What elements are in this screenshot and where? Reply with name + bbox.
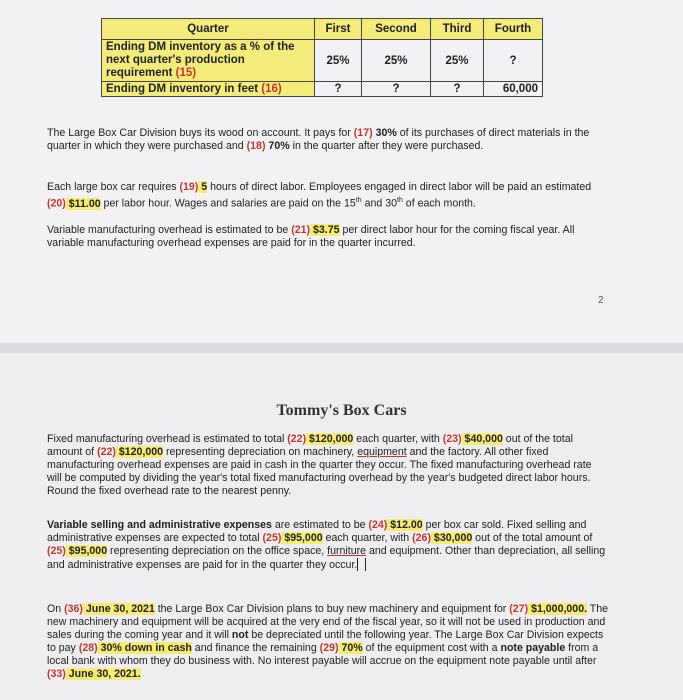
text-run: and equipment. Other than depreciation, all selling and administrative expenses are paid for in the quarter they occur. — [47, 545, 606, 571]
text-run: out of the total amount of — [472, 532, 593, 544]
text-run: furniture — [327, 545, 367, 557]
text-run: and finance the remaining — [191, 642, 320, 654]
table-header-first: First — [315, 19, 362, 40]
page-number: 2 — [598, 295, 604, 306]
text-run: 5 — [198, 181, 208, 193]
text-run: The new machinery and equipment will be acquired at the very end of the fiscal year, so it will not be used in production and sales during the coming year and it will — [47, 603, 609, 641]
ref-number: (16) — [261, 83, 282, 95]
text-run: Variable manufacturing overhead is estimated to be — [47, 224, 292, 236]
row-label — [102, 82, 315, 97]
text-run: of each month. — [402, 197, 476, 210]
text-run: and the factory. All other fixed manufacturing overhead expenses are paid in cash in the quarter they occur. The fixed manufacturing overhead rate will be computed by dividing the year's total fixed manufacturing overhead by the year's budgeted direct labor hours. Round the fixed overhead rate to the nearest penny. — [47, 446, 592, 497]
text-run: 30% down in cash — [97, 642, 192, 654]
text-run: (19) — [179, 181, 199, 193]
row-label — [102, 40, 315, 82]
text-run: (29) — [319, 642, 339, 654]
text-run: (20) — [47, 197, 66, 210]
row-label-line: next quarter's production — [106, 54, 245, 66]
ref-number: (15) — [175, 67, 197, 79]
text-run: (23) — [442, 433, 462, 445]
text-run: representing depreciation on the office space, — [107, 545, 328, 557]
text-run: (21) — [291, 224, 311, 236]
paragraph-equipment-purchase — [47, 603, 609, 681]
text-run: Each large box car requires — [47, 181, 180, 193]
page-gap — [0, 343, 683, 353]
text-run: (18) — [246, 140, 266, 152]
table-row — [102, 82, 543, 97]
text-run: representing depreciation on machinery, — [163, 446, 358, 458]
table-row — [102, 40, 543, 82]
paragraph-selling-admin — [47, 519, 609, 572]
text-run: (24) — [368, 519, 388, 531]
text-run: of its purchases of direct materials in the quarter in which they were purchased and — [47, 127, 590, 152]
row-label-line: Ending DM inventory as a % of the — [106, 41, 295, 53]
table-cell: 25% — [362, 40, 431, 82]
text-cursor-icon — [357, 558, 366, 571]
text-run: $120,000 — [115, 446, 164, 458]
text-run: each quarter, with — [353, 433, 443, 445]
text-run: $95,000 — [281, 532, 323, 544]
text-run: (27) — [509, 603, 529, 615]
text-run: of the equipment cost with a — [362, 642, 501, 654]
row-label-line: requirement — [106, 67, 176, 79]
text-run: $30,000 — [430, 532, 473, 544]
text-run: June 30, 2021. — [65, 668, 141, 680]
row-label-line: Ending DM inventory in feet — [106, 83, 262, 95]
text-run: $95,000 — [65, 545, 108, 557]
text-run: On — [47, 603, 65, 615]
text-run: be depreciated until the following year. The Large Box Car Division expects to pay — [47, 629, 604, 654]
text-run: $11.00 — [65, 197, 101, 210]
text-run: $40,000 — [461, 433, 503, 445]
paragraph-purchases — [47, 127, 609, 153]
table-cell: ? — [484, 40, 543, 82]
text-run: not — [231, 629, 249, 641]
text-run: equipment — [357, 446, 407, 458]
table-header-second: Second — [362, 19, 431, 40]
text-run: note payable — [500, 642, 566, 654]
text-run: are estimated to be — [271, 519, 369, 531]
text-run: from a local bank with whom they do business with. No interest payable will accrue on the equipment note payable until after — [47, 642, 599, 667]
table-cell: 25% — [315, 40, 362, 82]
text-run: (36) — [64, 603, 83, 615]
text-run: per direct labor hour for the coming fiscal year. All variable manufacturing overhead expenses are paid for in the quarter incurred. — [47, 224, 575, 249]
text-run: and 30 — [361, 197, 398, 210]
text-run: (25) — [47, 545, 66, 557]
text-run: Variable selling and administrative expenses — [47, 519, 272, 531]
text-run: out of the total amount of — [47, 433, 573, 458]
text-run: (33) — [47, 668, 66, 680]
text-run: Fixed manufacturing overhead is estimated to total — [47, 433, 288, 445]
table-cell: 25% — [431, 40, 484, 82]
text-run: (26) — [412, 532, 431, 544]
text-run: th — [355, 197, 362, 204]
inventory-table — [101, 18, 543, 97]
text-run: The Large Box Car Division buys its wood on account. It pays for — [47, 127, 354, 139]
text-run: each quarter, with — [322, 532, 413, 544]
document-title: Tommy's Box Cars — [276, 402, 407, 419]
paragraph-variable-overhead — [47, 224, 609, 250]
text-run: hours of direct labor. Employees engaged in direct labor will be paid an estimated — [207, 181, 592, 193]
text-run: (22) — [287, 433, 307, 445]
table-header-row — [102, 19, 543, 40]
text-run: (17) — [353, 127, 373, 139]
text-run: in the quarter after they were purchased. — [289, 140, 484, 152]
text-run: per labor hour. Wages and salaries are paid on the 15 — [100, 197, 356, 210]
table-header-fourth: Fourth — [484, 19, 543, 40]
paragraph-direct-labor — [47, 181, 609, 211]
table-cell: ? — [362, 82, 431, 97]
text-run: $1,000,000. — [528, 603, 588, 615]
text-run: th — [397, 197, 403, 204]
text-run: $3.75 — [310, 224, 340, 236]
text-run: per box car sold. Fixed selling and administrative expenses are expected to total — [47, 519, 587, 544]
text-run: (22) — [97, 446, 116, 458]
text-run: $120,000 — [306, 433, 354, 445]
text-run: June 30, 2021 — [82, 603, 155, 615]
table-cell: ? — [431, 82, 484, 97]
text-run: 70% — [338, 642, 363, 654]
table-cell: 60,000 — [484, 82, 543, 97]
text-run: 30% — [372, 127, 397, 139]
table-header-quarter: Quarter — [102, 19, 315, 40]
table-header-third: Third — [431, 19, 484, 40]
text-run: $12.00 — [387, 519, 423, 531]
text-run: 70% — [265, 140, 290, 152]
text-run: the Large Box Car Division plans to buy new machinery and equipment for — [154, 603, 510, 615]
text-run: (28) — [78, 642, 98, 654]
text-run: (25) — [262, 532, 282, 544]
table-cell: ? — [315, 82, 362, 97]
paragraph-fixed-overhead — [47, 433, 609, 498]
